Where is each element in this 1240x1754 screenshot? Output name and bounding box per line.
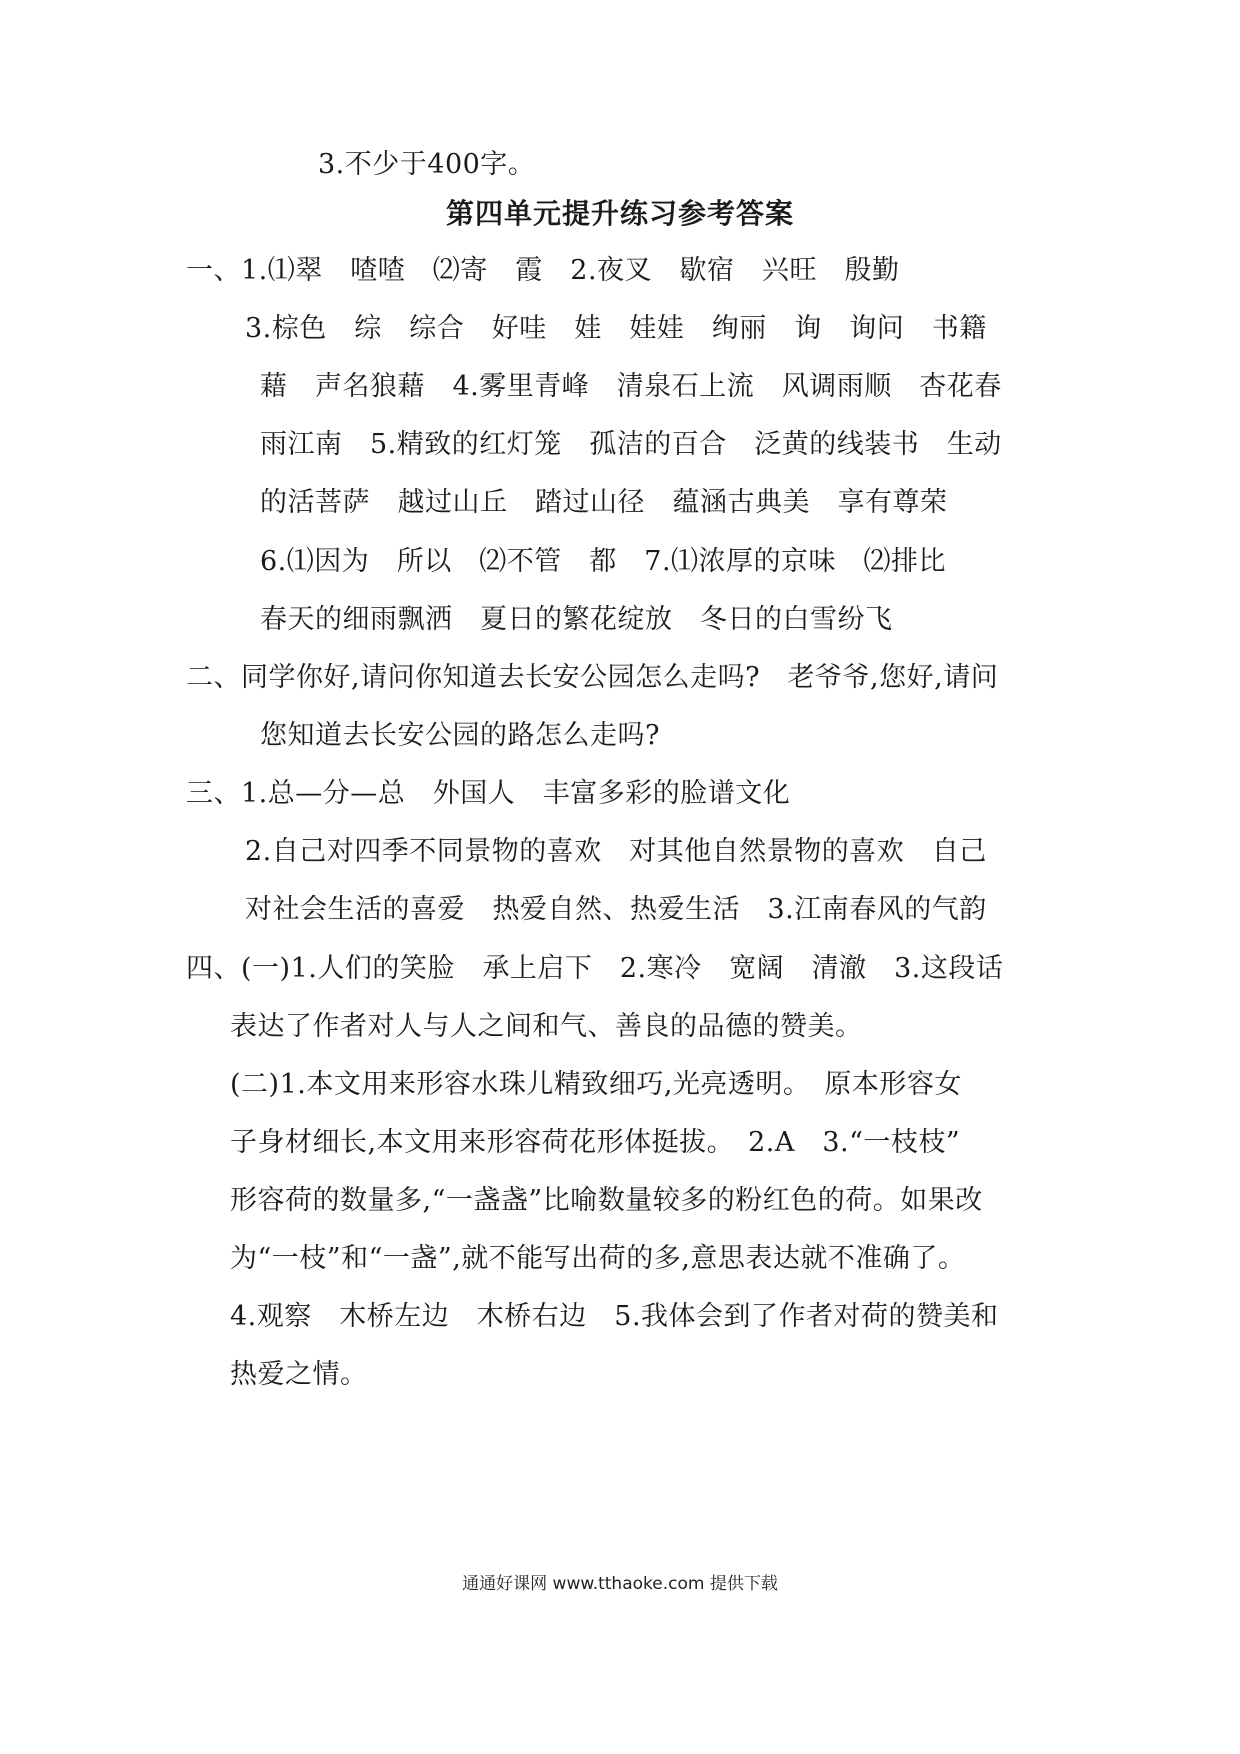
answer-line: 为“一枝”和“一盏”,就不能写出荷的多,意思表达就不准确了。 <box>230 1243 966 1274</box>
answer-line: 子身材细长,本文用来形容荷花形体挺拔。 2.A 3.“一枝枝” <box>230 1127 961 1158</box>
answer-line: 的活菩萨 越过山丘 踏过山径 蕴涵古典美 享有尊荣 <box>260 487 948 518</box>
answer-line: 4.观察 木桥左边 木桥右边 5.我体会到了作者对荷的赞美和 <box>230 1301 999 1332</box>
page-footer: 通通好课网 www.tthaoke.com 提供下载 <box>462 1574 778 1594</box>
answer-line: 3.棕色 综 综合 好哇 娃 娃娃 绚丽 询 询问 书籍 <box>245 313 987 344</box>
answer-line: 6.⑴因为 所以 ⑵不管 都 7.⑴浓厚的京味 ⑵排比 <box>260 546 947 577</box>
answer-line: 热爱之情。 <box>230 1359 368 1390</box>
answer-line: 2.自己对四季不同景物的喜欢 对其他自然景物的喜欢 自己 <box>245 836 987 867</box>
answer-line: 表达了作者对人与人之间和气、善良的品德的赞美。 <box>230 1011 863 1042</box>
answer-line: (二)1.本文用来形容水珠儿精致细巧,光亮透明。 原本形容女 <box>230 1069 962 1100</box>
answer-line: 三、1.总—分—总 外国人 丰富多彩的脸谱文化 <box>186 778 791 809</box>
answer-line: 藉 声名狼藉 4.雾里青峰 清泉石上流 风调雨顺 杏花春 <box>260 371 1002 402</box>
answer-line: 形容荷的数量多,“一盏盏”比喻数量较多的粉红色的荷。如果改 <box>230 1185 983 1216</box>
answer-line: 您知道去长安公园的路怎么走吗? <box>260 720 660 751</box>
answer-line: 雨江南 5.精致的红灯笼 孤洁的百合 泛黄的线装书 生动 <box>260 429 1002 460</box>
answer-line: 二、同学你好,请问你知道去长安公园怎么走吗? 老爷爷,您好,请问 <box>186 662 999 693</box>
page-title: 第四单元提升练习参考答案 <box>445 197 794 230</box>
answer-line: 四、(一)1.人们的笑脸 承上启下 2.寒冷 宽阔 清澈 3.这段话 <box>186 953 1004 984</box>
intro-line: 3.不少于400字。 <box>318 149 536 180</box>
answer-line: 对社会生活的喜爱 热爱自然、热爱生活 3.江南春风的气韵 <box>245 894 987 925</box>
answer-line: 春天的细雨飘洒 夏日的繁花绽放 冬日的白雪纷飞 <box>260 604 893 635</box>
answer-line: 一、1.⑴翠 喳喳 ⑵寄 霞 2.夜叉 歇宿 兴旺 殷勤 <box>186 255 900 286</box>
